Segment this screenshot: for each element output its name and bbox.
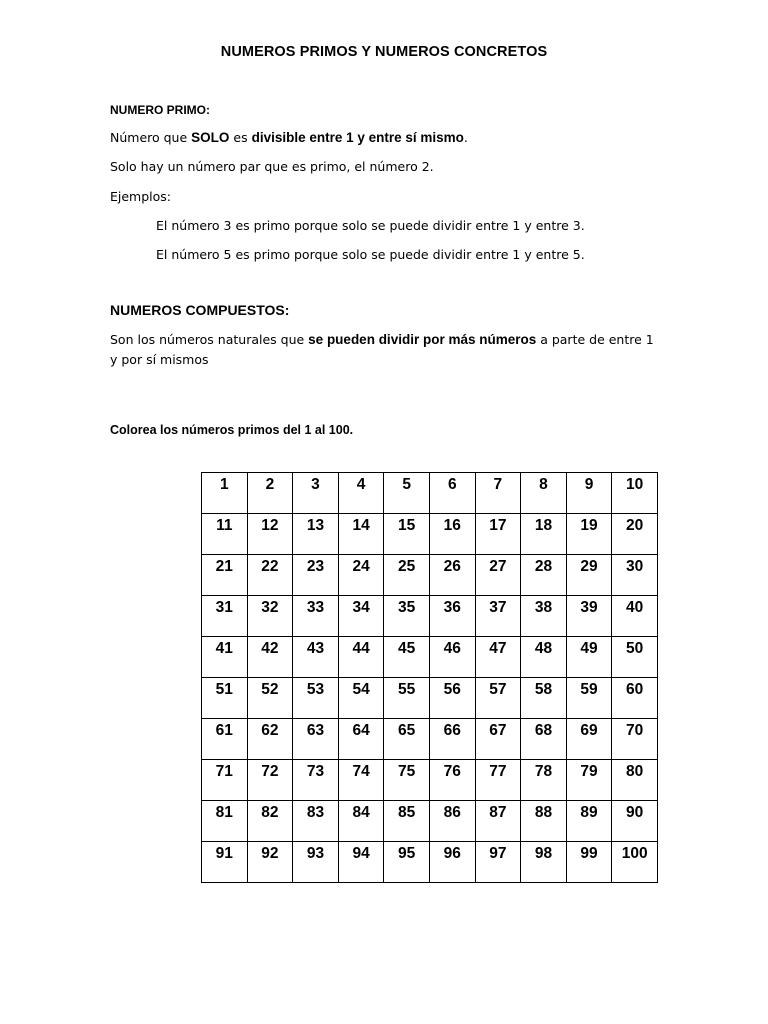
grid-cell[interactable]: 34 bbox=[338, 596, 384, 637]
grid-cell[interactable]: 82 bbox=[247, 801, 293, 842]
grid-cell[interactable]: 81 bbox=[202, 801, 248, 842]
grid-cell[interactable]: 14 bbox=[338, 514, 384, 555]
grid-cell[interactable]: 89 bbox=[566, 801, 612, 842]
grid-cell[interactable]: 11 bbox=[202, 514, 248, 555]
grid-cell[interactable]: 67 bbox=[475, 719, 521, 760]
grid-cell[interactable]: 22 bbox=[247, 555, 293, 596]
grid-cell[interactable]: 32 bbox=[247, 596, 293, 637]
grid-cell[interactable]: 95 bbox=[384, 842, 430, 883]
grid-cell[interactable]: 54 bbox=[338, 678, 384, 719]
grid-cell[interactable]: 74 bbox=[338, 760, 384, 801]
number-grid-body bbox=[202, 473, 658, 883]
grid-cell[interactable]: 55 bbox=[384, 678, 430, 719]
grid-cell[interactable]: 28 bbox=[521, 555, 567, 596]
definition-bold-1: SOLO bbox=[191, 130, 230, 145]
grid-cell[interactable]: 60 bbox=[612, 678, 658, 719]
grid-cell[interactable]: 68 bbox=[521, 719, 567, 760]
definition-text-3: . bbox=[463, 130, 468, 145]
grid-cell[interactable]: 7 bbox=[475, 473, 521, 514]
grid-cell[interactable]: 75 bbox=[384, 760, 430, 801]
grid-cell[interactable]: 31 bbox=[202, 596, 248, 637]
grid-cell[interactable]: 56 bbox=[429, 678, 475, 719]
grid-cell[interactable]: 27 bbox=[475, 555, 521, 596]
grid-cell[interactable]: 6 bbox=[429, 473, 475, 514]
grid-row bbox=[202, 760, 658, 801]
grid-cell[interactable]: 61 bbox=[202, 719, 248, 760]
example-item: El número 5 es primo porque solo se puede dividir entre 1 y entre 5. bbox=[156, 247, 585, 262]
grid-cell[interactable]: 80 bbox=[612, 760, 658, 801]
grid-cell[interactable]: 1 bbox=[202, 473, 248, 514]
grid-cell[interactable]: 29 bbox=[566, 555, 612, 596]
grid-cell[interactable]: 25 bbox=[384, 555, 430, 596]
grid-cell[interactable]: 83 bbox=[293, 801, 339, 842]
grid-cell[interactable]: 87 bbox=[475, 801, 521, 842]
grid-cell[interactable]: 59 bbox=[566, 678, 612, 719]
even-prime-note: Solo hay un número par que es primo, el número 2. bbox=[110, 159, 434, 174]
grid-cell[interactable]: 69 bbox=[566, 719, 612, 760]
grid-cell[interactable]: 63 bbox=[293, 719, 339, 760]
grid-cell[interactable]: 23 bbox=[293, 555, 339, 596]
grid-cell[interactable]: 38 bbox=[521, 596, 567, 637]
compuestos-text-2: a parte de entre 1 y por sí mismos bbox=[110, 332, 654, 367]
grid-cell[interactable]: 98 bbox=[521, 842, 567, 883]
grid-cell[interactable]: 9 bbox=[566, 473, 612, 514]
grid-cell[interactable]: 5 bbox=[384, 473, 430, 514]
grid-cell[interactable]: 94 bbox=[338, 842, 384, 883]
grid-cell[interactable]: 53 bbox=[293, 678, 339, 719]
grid-cell[interactable]: 71 bbox=[202, 760, 248, 801]
grid-cell[interactable]: 93 bbox=[293, 842, 339, 883]
grid-cell[interactable]: 20 bbox=[612, 514, 658, 555]
grid-cell[interactable]: 44 bbox=[338, 637, 384, 678]
grid-cell[interactable]: 64 bbox=[338, 719, 384, 760]
grid-cell[interactable]: 13 bbox=[293, 514, 339, 555]
grid-cell[interactable]: 70 bbox=[612, 719, 658, 760]
grid-cell[interactable]: 51 bbox=[202, 678, 248, 719]
grid-cell[interactable]: 35 bbox=[384, 596, 430, 637]
grid-cell[interactable]: 2 bbox=[247, 473, 293, 514]
grid-cell[interactable]: 40 bbox=[612, 596, 658, 637]
grid-cell[interactable]: 97 bbox=[475, 842, 521, 883]
number-grid bbox=[201, 472, 658, 883]
grid-row bbox=[202, 555, 658, 596]
grid-cell[interactable]: 24 bbox=[338, 555, 384, 596]
grid-cell[interactable]: 33 bbox=[293, 596, 339, 637]
grid-cell[interactable]: 78 bbox=[521, 760, 567, 801]
grid-cell[interactable]: 66 bbox=[429, 719, 475, 760]
grid-cell[interactable]: 19 bbox=[566, 514, 612, 555]
grid-row bbox=[202, 514, 658, 555]
grid-cell[interactable]: 47 bbox=[475, 637, 521, 678]
grid-cell[interactable]: 16 bbox=[429, 514, 475, 555]
grid-cell[interactable]: 85 bbox=[384, 801, 430, 842]
grid-cell[interactable]: 76 bbox=[429, 760, 475, 801]
grid-row bbox=[202, 678, 658, 719]
grid-cell[interactable]: 72 bbox=[247, 760, 293, 801]
grid-cell[interactable]: 45 bbox=[384, 637, 430, 678]
grid-cell[interactable]: 37 bbox=[475, 596, 521, 637]
grid-cell[interactable]: 100 bbox=[612, 842, 658, 883]
grid-row bbox=[202, 637, 658, 678]
grid-row bbox=[202, 473, 658, 514]
grid-cell[interactable]: 84 bbox=[338, 801, 384, 842]
grid-cell[interactable]: 26 bbox=[429, 555, 475, 596]
grid-cell[interactable]: 17 bbox=[475, 514, 521, 555]
grid-cell[interactable]: 39 bbox=[566, 596, 612, 637]
grid-cell[interactable]: 73 bbox=[293, 760, 339, 801]
grid-cell[interactable]: 79 bbox=[566, 760, 612, 801]
grid-cell[interactable]: 10 bbox=[612, 473, 658, 514]
grid-cell[interactable]: 4 bbox=[338, 473, 384, 514]
grid-cell[interactable]: 43 bbox=[293, 637, 339, 678]
grid-cell[interactable]: 88 bbox=[521, 801, 567, 842]
grid-cell[interactable]: 3 bbox=[293, 473, 339, 514]
grid-cell[interactable]: 57 bbox=[475, 678, 521, 719]
grid-cell[interactable]: 99 bbox=[566, 842, 612, 883]
grid-cell[interactable]: 58 bbox=[521, 678, 567, 719]
grid-cell[interactable]: 65 bbox=[384, 719, 430, 760]
grid-cell[interactable]: 52 bbox=[247, 678, 293, 719]
grid-cell[interactable]: 77 bbox=[475, 760, 521, 801]
grid-cell[interactable]: 49 bbox=[566, 637, 612, 678]
compuestos-text-1: Son los números naturales que bbox=[110, 332, 309, 347]
compuestos-definition bbox=[110, 330, 665, 370]
grid-row bbox=[202, 719, 658, 760]
compuestos-heading: NUMEROS COMPUESTOS: bbox=[110, 302, 290, 318]
grid-cell[interactable]: 48 bbox=[521, 637, 567, 678]
examples-label: Ejemplos: bbox=[110, 189, 172, 204]
grid-cell[interactable]: 92 bbox=[247, 842, 293, 883]
compuestos-bold: se pueden dividir por más números bbox=[308, 332, 537, 347]
grid-cell[interactable]: 50 bbox=[612, 637, 658, 678]
definition-text-2: es bbox=[229, 130, 252, 145]
grid-cell[interactable]: 42 bbox=[247, 637, 293, 678]
grid-cell[interactable]: 36 bbox=[429, 596, 475, 637]
grid-row bbox=[202, 842, 658, 883]
definition-text-1: Número que bbox=[110, 130, 192, 145]
primo-definition bbox=[110, 130, 468, 145]
primo-heading: NUMERO PRIMO: bbox=[110, 103, 210, 117]
page-title: NUMEROS PRIMOS Y NUMEROS CONCRETOS bbox=[220, 44, 548, 60]
grid-cell[interactable]: 86 bbox=[429, 801, 475, 842]
grid-row bbox=[202, 801, 658, 842]
grid-cell[interactable]: 90 bbox=[612, 801, 658, 842]
grid-cell[interactable]: 15 bbox=[384, 514, 430, 555]
grid-cell[interactable]: 8 bbox=[521, 473, 567, 514]
grid-cell[interactable]: 62 bbox=[247, 719, 293, 760]
grid-cell[interactable]: 21 bbox=[202, 555, 248, 596]
coloring-instruction: Colorea los números primos del 1 al 100. bbox=[110, 423, 354, 437]
grid-cell[interactable]: 18 bbox=[521, 514, 567, 555]
grid-cell[interactable]: 41 bbox=[202, 637, 248, 678]
grid-cell[interactable]: 91 bbox=[202, 842, 248, 883]
grid-cell[interactable]: 96 bbox=[429, 842, 475, 883]
grid-row bbox=[202, 596, 658, 637]
example-item: El número 3 es primo porque solo se puede dividir entre 1 y entre 3. bbox=[156, 218, 585, 233]
grid-cell[interactable]: 46 bbox=[429, 637, 475, 678]
definition-bold-2: divisible entre 1 y entre sí mismo bbox=[251, 130, 464, 145]
grid-cell[interactable]: 30 bbox=[612, 555, 658, 596]
grid-cell[interactable]: 12 bbox=[247, 514, 293, 555]
